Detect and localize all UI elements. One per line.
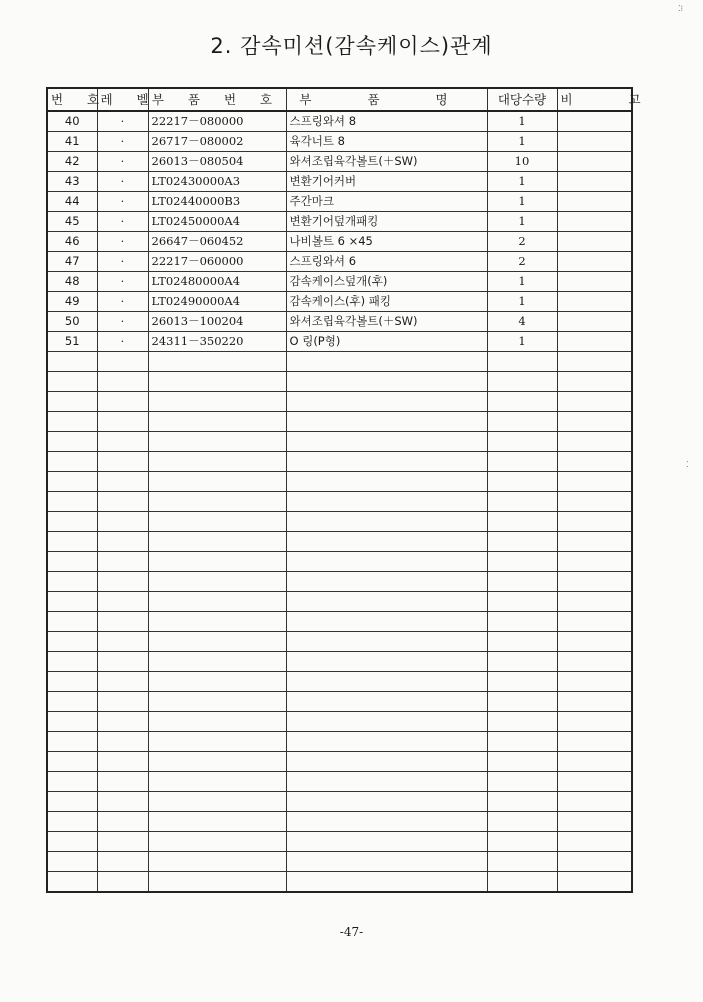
empty-row [47,372,632,392]
empty-row [47,392,632,412]
cell-part-no: 24311－350220 [148,332,286,352]
empty-cell [97,392,148,412]
cell-no: 44 [47,192,97,212]
empty-cell [557,532,632,552]
empty-cell [97,672,148,692]
cell-no: 48 [47,272,97,292]
empty-cell [47,672,97,692]
empty-cell [286,732,487,752]
empty-cell [286,572,487,592]
empty-cell [148,372,286,392]
empty-cell [487,692,557,712]
cell-level: · [97,152,148,172]
empty-cell [148,352,286,372]
empty-row [47,572,632,592]
cell-remarks [557,172,632,192]
cell-no: 41 [47,132,97,152]
empty-cell [148,712,286,732]
cell-remarks [557,111,632,132]
cell-level: · [97,292,148,312]
empty-row [47,852,632,872]
cell-part-name: 스프링와셔 8 [286,111,487,132]
empty-cell [286,832,487,852]
empty-cell [148,852,286,872]
cell-part-name: 감속케이스덮개(후) [286,272,487,292]
cell-level: · [97,252,148,272]
empty-cell [557,432,632,452]
cell-remarks [557,332,632,352]
empty-cell [286,392,487,412]
cell-no: 47 [47,252,97,272]
empty-cell [286,692,487,712]
empty-row [47,612,632,632]
empty-row [47,672,632,692]
empty-row [47,552,632,572]
table-row [47,292,632,312]
empty-cell [487,352,557,372]
empty-cell [487,772,557,792]
empty-cell [286,592,487,612]
header-level: 레 벨 [97,88,148,111]
empty-cell [47,712,97,732]
empty-row [47,472,632,492]
empty-cell [487,412,557,432]
empty-cell [487,752,557,772]
empty-cell [557,792,632,812]
empty-cell [47,432,97,452]
cell-level: · [97,172,148,192]
empty-cell [47,512,97,532]
empty-cell [97,612,148,632]
empty-cell [97,732,148,752]
cell-part-name: 변환기어커버 [286,172,487,192]
cell-qty: 4 [487,312,557,332]
cell-level: · [97,312,148,332]
empty-cell [286,632,487,652]
empty-cell [148,772,286,792]
empty-cell [148,832,286,852]
cell-part-name: 와셔조립육각볼트(＋SW) [286,152,487,172]
empty-cell [47,872,97,893]
cell-remarks [557,152,632,172]
empty-cell [286,812,487,832]
empty-cell [97,552,148,572]
empty-cell [286,712,487,732]
cell-part-name: O 링(P형) [286,332,487,352]
header-part-name: 부 품 명 [286,88,487,111]
cell-no: 50 [47,312,97,332]
empty-cell [557,352,632,372]
empty-cell [557,812,632,832]
empty-cell [557,652,632,672]
empty-row [47,452,632,472]
table-row [47,312,632,332]
cell-no: 46 [47,232,97,252]
empty-cell [487,452,557,472]
empty-cell [47,732,97,752]
header-no: 번 호 [47,88,97,111]
empty-cell [487,792,557,812]
cell-remarks [557,272,632,292]
cell-part-no: 26647－060452 [148,232,286,252]
cell-part-no: LT02430000A3 [148,172,286,192]
empty-cell [557,632,632,652]
empty-cell [557,472,632,492]
empty-cell [97,412,148,432]
empty-cell [148,392,286,412]
cell-part-name: 나비볼트 6 ×45 [286,232,487,252]
empty-cell [557,392,632,412]
empty-cell [97,812,148,832]
cell-qty: 1 [487,292,557,312]
empty-cell [557,592,632,612]
empty-cell [286,412,487,432]
empty-row [47,352,632,372]
empty-cell [47,452,97,472]
cell-part-name: 육각너트 8 [286,132,487,152]
cell-part-no: 26717－080002 [148,132,286,152]
empty-cell [487,512,557,532]
empty-row [47,812,632,832]
cell-level: · [97,232,148,252]
cell-qty: 1 [487,111,557,132]
empty-cell [148,732,286,752]
empty-cell [47,832,97,852]
cell-part-no: LT02490000A4 [148,292,286,312]
empty-cell [487,872,557,893]
cell-remarks [557,292,632,312]
empty-cell [286,512,487,532]
cell-part-name: 변환기어덮개패킹 [286,212,487,232]
empty-cell [47,552,97,572]
empty-row [47,492,632,512]
table-header-row [47,88,632,111]
empty-row [47,512,632,532]
cell-level: · [97,212,148,232]
cell-remarks [557,252,632,272]
empty-cell [47,412,97,432]
empty-row [47,692,632,712]
empty-cell [47,592,97,612]
empty-cell [286,352,487,372]
empty-cell [148,692,286,712]
empty-cell [148,512,286,532]
empty-cell [47,472,97,492]
empty-cell [487,572,557,592]
empty-cell [148,792,286,812]
empty-cell [97,872,148,893]
empty-cell [148,412,286,432]
table-row [47,192,632,212]
cell-qty: 2 [487,252,557,272]
empty-cell [47,532,97,552]
table-row [47,332,632,352]
header-part-no: 부 품 번 호 [148,88,286,111]
empty-cell [487,612,557,632]
empty-cell [487,832,557,852]
empty-cell [487,552,557,572]
empty-cell [47,392,97,412]
cell-qty: 1 [487,132,557,152]
empty-cell [148,532,286,552]
empty-cell [487,652,557,672]
empty-row [47,432,632,452]
cell-part-name: 감속케이스(후) 패킹 [286,292,487,312]
table-row [47,212,632,232]
cell-no: 49 [47,292,97,312]
empty-cell [47,492,97,512]
empty-cell [148,592,286,612]
empty-cell [487,492,557,512]
scan-noise: ⁚⁝ [678,4,684,13]
empty-cell [487,392,557,412]
empty-cell [487,472,557,492]
empty-cell [97,792,148,812]
cell-remarks [557,212,632,232]
empty-cell [97,572,148,592]
empty-cell [487,852,557,872]
table-row [47,172,632,192]
cell-part-no: 26013－080504 [148,152,286,172]
scan-noise-side: ⁚ [686,460,689,469]
empty-cell [557,732,632,752]
table-row [47,111,632,132]
empty-cell [47,372,97,392]
cell-no: 40 [47,111,97,132]
empty-cell [487,532,557,552]
empty-cell [148,432,286,452]
cell-level: · [97,332,148,352]
empty-row [47,772,632,792]
empty-cell [286,372,487,392]
empty-cell [487,432,557,452]
cell-part-name: 스프링와셔 6 [286,252,487,272]
empty-cell [97,832,148,852]
cell-part-no: LT02440000B3 [148,192,286,212]
cell-remarks [557,192,632,212]
header-remarks: 비 고 [557,88,632,111]
empty-cell [97,652,148,672]
cell-part-no: 26013－100204 [148,312,286,332]
empty-cell [97,532,148,552]
empty-cell [487,672,557,692]
empty-cell [557,772,632,792]
empty-row [47,652,632,672]
empty-cell [97,372,148,392]
empty-cell [97,692,148,712]
cell-part-name: 와셔조립육각볼트(＋SW) [286,312,487,332]
empty-cell [148,632,286,652]
empty-cell [47,812,97,832]
empty-cell [286,652,487,672]
empty-cell [47,572,97,592]
cell-qty: 10 [487,152,557,172]
empty-cell [557,572,632,592]
empty-cell [286,772,487,792]
empty-cell [97,712,148,732]
empty-row [47,732,632,752]
cell-qty: 2 [487,232,557,252]
empty-cell [97,452,148,472]
empty-cell [557,452,632,472]
empty-cell [47,792,97,812]
table-row [47,132,632,152]
empty-cell [487,712,557,732]
header-qty: 대당수량 [487,88,557,111]
table-row [47,152,632,172]
empty-row [47,592,632,612]
empty-cell [557,512,632,532]
cell-qty: 1 [487,332,557,352]
empty-cell [286,612,487,632]
empty-cell [487,812,557,832]
empty-cell [557,552,632,572]
parts-table [46,87,667,893]
cell-part-no: LT02480000A4 [148,272,286,292]
empty-cell [557,832,632,852]
empty-cell [487,592,557,612]
page-title: 2. 감속미션(감속케이스)관계 [210,34,493,58]
empty-cell [286,472,487,492]
cell-no: 51 [47,332,97,352]
cell-level: · [97,192,148,212]
empty-cell [557,872,632,893]
table-row [47,232,632,252]
cell-no: 45 [47,212,97,232]
empty-cell [286,792,487,812]
empty-cell [286,452,487,472]
cell-no: 42 [47,152,97,172]
cell-level: · [97,132,148,152]
cell-part-name: 주간마크 [286,192,487,212]
cell-level: · [97,272,148,292]
empty-cell [557,752,632,772]
empty-cell [286,752,487,772]
empty-cell [47,352,97,372]
cell-qty: 1 [487,192,557,212]
empty-cell [97,772,148,792]
empty-cell [557,852,632,872]
empty-cell [47,692,97,712]
empty-cell [286,552,487,572]
cell-qty: 1 [487,212,557,232]
empty-cell [148,752,286,772]
page-number: -47- [339,925,364,939]
empty-cell [47,852,97,872]
empty-cell [557,372,632,392]
empty-cell [286,852,487,872]
cell-no: 43 [47,172,97,192]
empty-row [47,752,632,772]
empty-cell [148,872,286,893]
empty-row [47,712,632,732]
cell-part-no: 22217－080000 [148,111,286,132]
empty-row [47,792,632,812]
empty-cell [557,672,632,692]
cell-level: · [97,111,148,132]
empty-cell [47,752,97,772]
empty-cell [286,672,487,692]
empty-cell [97,512,148,532]
cell-remarks [557,232,632,252]
empty-cell [148,672,286,692]
empty-cell [557,692,632,712]
cell-qty: 1 [487,272,557,292]
empty-cell [148,552,286,572]
empty-cell [487,372,557,392]
table-row [47,272,632,292]
cell-remarks [557,312,632,332]
empty-cell [286,492,487,512]
empty-cell [97,852,148,872]
cell-part-no: LT02450000A4 [148,212,286,232]
empty-cell [557,712,632,732]
empty-cell [557,412,632,432]
empty-cell [47,772,97,792]
empty-cell [47,652,97,672]
empty-cell [97,352,148,372]
empty-cell [97,592,148,612]
empty-row [47,832,632,852]
empty-cell [487,632,557,652]
empty-cell [97,632,148,652]
empty-cell [148,472,286,492]
cell-part-no: 22217－060000 [148,252,286,272]
cell-qty: 1 [487,172,557,192]
table-row [47,252,632,272]
empty-cell [557,612,632,632]
empty-cell [148,492,286,512]
empty-cell [286,532,487,552]
empty-row [47,412,632,432]
empty-cell [47,632,97,652]
empty-cell [148,652,286,672]
table-body [47,111,632,892]
empty-row [47,532,632,552]
cell-remarks [557,132,632,152]
empty-cell [148,572,286,592]
empty-cell [47,612,97,632]
empty-cell [148,452,286,472]
empty-cell [97,492,148,512]
empty-cell [286,872,487,893]
empty-cell [97,472,148,492]
empty-cell [97,432,148,452]
empty-cell [148,612,286,632]
empty-cell [97,752,148,772]
empty-cell [286,432,487,452]
empty-row [47,872,632,893]
empty-row [47,632,632,652]
empty-cell [148,812,286,832]
empty-cell [487,732,557,752]
empty-cell [557,492,632,512]
